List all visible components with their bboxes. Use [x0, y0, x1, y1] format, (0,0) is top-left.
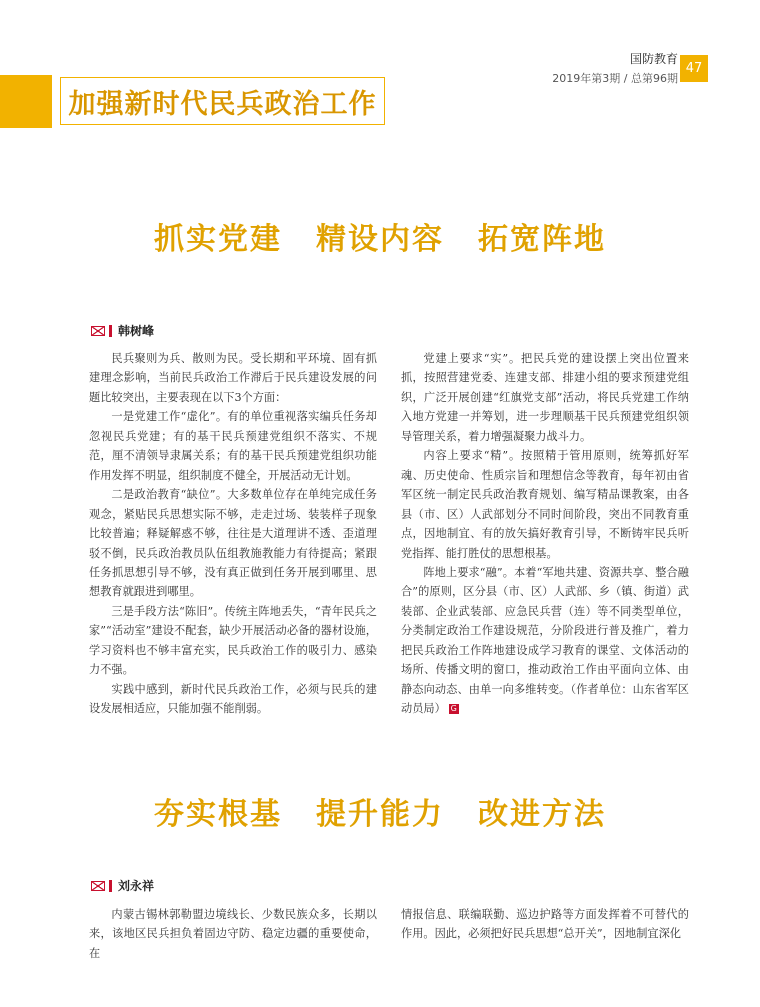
article1-title — [0, 214, 760, 258]
section-title: 加强新时代民兵政治工作 — [68, 88, 377, 120]
article1-left-column — [89, 349, 377, 719]
article1-title-part: 精设内容 — [316, 222, 444, 257]
paragraph-last — [401, 563, 689, 719]
mail-icon — [91, 326, 105, 336]
paragraph: 三是手段方法“陈旧”。传统主阵地丢失，“青年民兵之家”“活动室”建设不配套，缺少开展活动必备的器材设施，学习资料也不够丰富充实，民兵政治工作的吸引力、感染力不强。 — [89, 604, 377, 677]
magazine-name: 国防教育 — [629, 52, 678, 66]
article1-right-column — [401, 349, 689, 719]
article2-left-column — [89, 905, 377, 963]
article1-title-part: 拓宽阵地 — [478, 222, 606, 257]
section-banner-bar — [0, 75, 52, 128]
article2-byline — [91, 877, 154, 894]
article-end-mark: G — [450, 704, 457, 714]
paragraph: 内容上要求“精”。按照精于管用原则，统筹抓好军魂、历史使命、性质宗旨和理想信念等教育，每年初由省军区统一制定民兵政治教育规划、编写精品课教案，由各县（市、区）人武部划分不同时间阶段，突出不同教育重点，因地制宜、有的放矢搞好教育引导，不断铸牢民兵听党指挥、能打胜仗的思想根基。 — [401, 449, 689, 560]
article2-title-part: 改进方法 — [478, 797, 606, 832]
paragraph: 实践中感到，新时代民兵政治工作，必须与民兵的建设发展相适应，只能加强不能削弱。 — [89, 682, 377, 716]
article2-author: 刘永祥 — [118, 879, 155, 893]
byline-divider — [109, 880, 112, 892]
paragraph: 二是政治教育“缺位”。大多数单位存在单纯完成任务观念，紧贴民兵思想实际不够，走走过场、装装样子现象比较普遍；释疑解惑不够，往往是大道理讲不透、歪道理驳不倒，民兵政治教员队伍组教施教能力有待提高；紧跟任务抓思想引导不够，没有真正做到任务开展到哪里、思想教育就跟进到哪里。 — [89, 488, 377, 599]
paragraph: 民兵聚则为兵、散则为民。受长期和平环境、固有抓建理念影响，当前民兵政治工作滞后于民兵建设发展的问题比较突出，主要表现在以下3个方面： — [89, 352, 377, 404]
mail-icon — [91, 881, 105, 891]
paragraph: 内蒙古锡林郭勒盟边境线长、少数民族众多，长期以来，该地区民兵担负着固边守防、稳定边疆的重要使命，在 — [89, 908, 377, 960]
page-number: 47 — [680, 55, 708, 82]
article1-title-part: 抓实党建 — [154, 222, 282, 257]
article1-author: 韩树峰 — [118, 324, 155, 338]
paragraph-text: 阵地上要求“融”。本着“军地共建、资源共享、整合融合”的原则，区分县（市、区）人武部、乡（镇、街道）武装部、企业武装部、应急民兵营（连）等不同类型单位，分类制定政治工作建设规范，分阶段进行普及推广，着力把民兵政治工作阵地建设成学习教育的课堂、文体活动的场所、传播文明的窗口，推动政治工作由平面向立体、由静态向动态、由单一向多维转变。（作者单位：山东省军区动员局） — [401, 565, 689, 716]
paragraph: 党建上要求“实”。把民兵党的建设摆上突出位置来抓，按照营建党委、连建支部、排建小组的要求预建党组织，广泛开展创建“红旗党支部”活动，将民兵党建工作纳入地方党建一并筹划，进一步理顺基干民兵预建党组织领导管理关系，着力增强凝聚力战斗力。 — [401, 352, 689, 443]
section-banner — [60, 77, 385, 125]
article1-byline — [91, 322, 154, 339]
article2-right-column — [401, 905, 689, 944]
article2-title-part: 夯实根基 — [154, 797, 282, 832]
article2-title — [0, 789, 760, 833]
article2-title-part: 提升能力 — [316, 797, 444, 832]
byline-divider — [109, 325, 112, 337]
paragraph: 情报信息、联编联勤、巡边护路等方面发挥着不可替代的作用。因此，必须把好民兵思想“总开关”，因地制宜深化 — [401, 908, 689, 941]
paragraph: 一是党建工作“虚化”。有的单位重视落实编兵任务却忽视民兵党建；有的基干民兵预建党组织不落实、不规范，厘不清领导隶属关系；有的基干民兵预建党组织功能作用发挥不明显，组织制度不健全，开展活动无计划。 — [89, 410, 377, 482]
issue-info: 2019年第3期 / 总第96期 — [552, 72, 678, 85]
